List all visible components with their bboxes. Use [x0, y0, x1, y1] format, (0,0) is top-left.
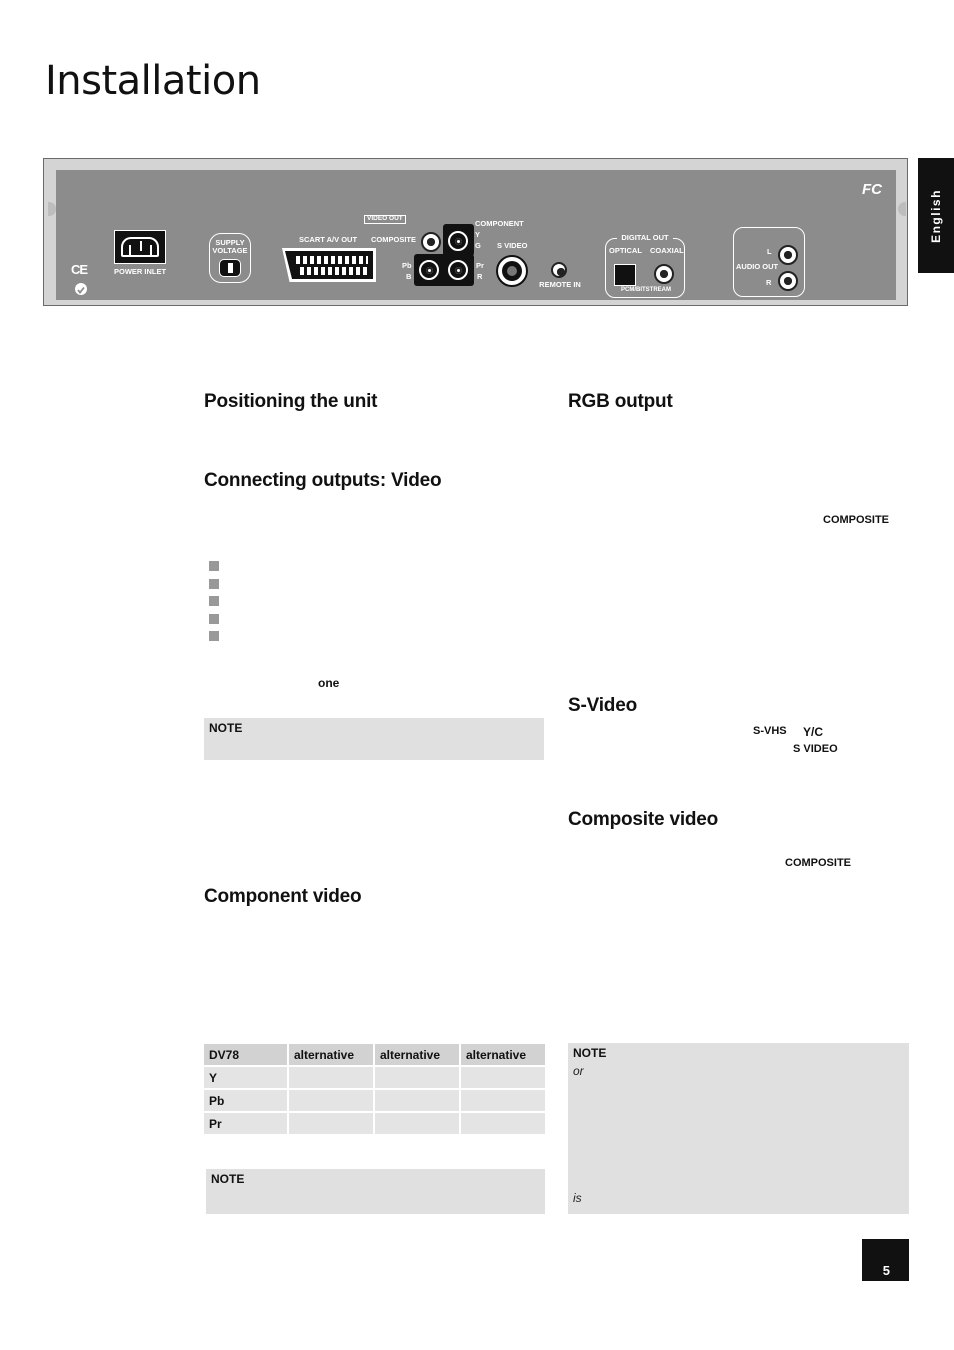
table-header-cell: DV78 [204, 1044, 287, 1065]
bullet-5 [209, 631, 219, 641]
table-row [204, 1090, 545, 1111]
note-label-3: NOTE [573, 1046, 607, 1060]
note-label-1: NOTE [209, 721, 243, 735]
rgb-output-heading: RGB output [568, 391, 673, 412]
component-pb-label: Pb [402, 261, 412, 270]
audio-out-label: AUDIO OUT [736, 262, 779, 271]
note-is-text: is [573, 1191, 582, 1205]
component-video-heading: Component video [204, 886, 362, 907]
supply-voltage-label: SUPPLY VOLTAGE [212, 238, 248, 255]
remote-in-jack[interactable] [551, 262, 567, 278]
positioning-heading: Positioning the unit [204, 391, 378, 412]
table-header-cell: alternative [375, 1044, 459, 1065]
coaxial-jack[interactable] [654, 264, 674, 284]
page-number-box [862, 1239, 909, 1281]
language-tab [918, 158, 954, 273]
language-tab-label: English [929, 188, 943, 243]
table-cell: Y [204, 1067, 287, 1088]
table-cell [289, 1090, 373, 1111]
component-r-label: R [477, 272, 483, 281]
table-cell [289, 1113, 373, 1134]
component-b-label: B [406, 272, 412, 281]
component-y-jack[interactable] [448, 231, 468, 251]
note-label-2: NOTE [211, 1172, 245, 1186]
table-header-cell: alternative [289, 1044, 373, 1065]
approval-icon [75, 283, 87, 295]
s-video-label: S VIDEO [497, 241, 528, 250]
bullet-3 [209, 596, 219, 606]
page-title: Installation [45, 58, 261, 104]
bullet-2 [209, 579, 219, 589]
table-cell [375, 1067, 459, 1088]
audio-r-label: R [766, 278, 772, 287]
table-cell [375, 1090, 459, 1111]
s-video-jack[interactable] [496, 255, 528, 287]
power-inlet[interactable] [114, 230, 166, 264]
note-or-text: or [573, 1064, 584, 1078]
bullet-4 [209, 614, 219, 624]
table-header-cell: alternative [461, 1044, 545, 1065]
optical-label: OPTICAL [609, 246, 642, 255]
bullet-1 [209, 561, 219, 571]
table-cell [289, 1067, 373, 1088]
table-cell [461, 1067, 545, 1088]
digital-out-label: DIGITAL OUT [617, 234, 673, 242]
table-cell: Pb [204, 1090, 287, 1111]
power-inlet-label: POWER INLET [114, 267, 167, 276]
one-text: one [318, 676, 340, 690]
coaxial-label: COAXIAL [650, 246, 684, 255]
component-g-label: G [475, 241, 481, 250]
video-out-label: VIDEO OUT [364, 215, 406, 224]
note-box-3 [568, 1043, 909, 1214]
voltage-switch[interactable] [219, 259, 241, 277]
table-row [204, 1067, 545, 1088]
composite-jack-label: COMPOSITE [371, 235, 417, 244]
optical-port[interactable] [614, 264, 636, 286]
audio-l-label: L [767, 247, 772, 256]
panel-notch-right [898, 202, 906, 216]
table-cell: Pr [204, 1113, 287, 1134]
audio-l-jack[interactable] [778, 245, 798, 265]
table-cell [375, 1113, 459, 1134]
scart-connector[interactable] [282, 248, 376, 282]
component-y-label: Y [475, 230, 481, 239]
table-cell [461, 1090, 545, 1111]
component-label: COMPONENT [475, 219, 524, 228]
scart-label: SCART A/V OUT [299, 235, 358, 244]
page-number: 5 [882, 1263, 890, 1278]
component-pb-jack[interactable] [419, 260, 439, 280]
ce-mark: CE [71, 262, 88, 277]
s-vhs-text: S-VHS [753, 725, 787, 737]
composite-jack[interactable] [421, 232, 441, 252]
composite-text-2: COMPOSITE [785, 857, 852, 869]
note-box-2 [206, 1169, 545, 1214]
composite-text: COMPOSITE [823, 514, 890, 526]
table-row [204, 1113, 545, 1134]
fcc-logo: FC [862, 181, 882, 198]
table-cell [461, 1113, 545, 1134]
yc-text: Y/C [803, 725, 824, 739]
audio-r-jack[interactable] [778, 271, 798, 291]
connection-table [202, 1042, 547, 1136]
pcm-bitstream-label: PCM/BITSTREAM [621, 287, 671, 293]
composite-video-heading: Composite video [568, 809, 719, 830]
component-pr-label: Pr [476, 261, 484, 270]
s-video-heading: S-Video [568, 695, 637, 716]
s-video-text: S VIDEO [793, 743, 838, 755]
component-pr-jack[interactable] [448, 260, 468, 280]
remote-in-label: REMOTE IN [539, 280, 581, 289]
connecting-outputs-heading: Connecting outputs: Video [204, 470, 442, 491]
note-box-1 [204, 718, 544, 760]
